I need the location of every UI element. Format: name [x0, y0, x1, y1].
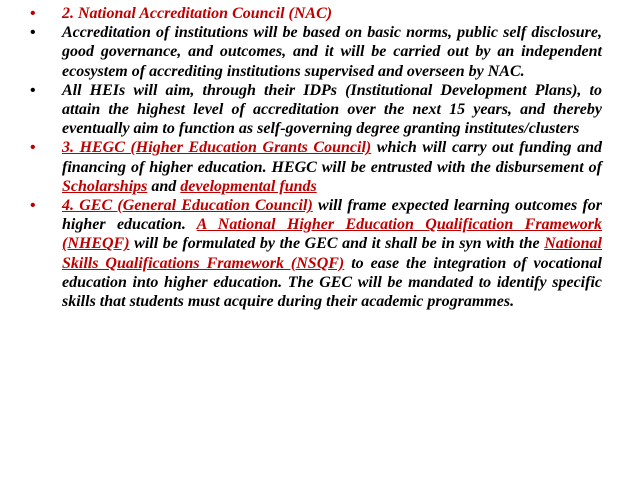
nac-heading: 2. National Accreditation Council (NAC) — [62, 5, 333, 22]
bullet-dot-icon: • — [30, 24, 36, 42]
accreditation-text: Accreditation of institutions will be based on basic norms, public self disclosure, good governance, and outcomes, and it will be carried out by an independent ecosystem of accrediting institutions supervised and overseen by NAC. — [62, 24, 602, 80]
bullet-list — [30, 4, 602, 311]
scholarships-link[interactable]: Scholarships — [62, 177, 148, 195]
bullet-dot-icon: • — [30, 139, 36, 157]
hegc-text-b: and — [147, 177, 181, 195]
hegc-heading[interactable]: 3. HEGC (Higher Education Grants Council) — [62, 139, 372, 157]
nsqf-link[interactable]: National Skills Qualifications Framework (NSQF) — [62, 235, 602, 272]
gec-text-b: will be formulated by the GEC and it shall be in syn with the — [129, 235, 545, 253]
gec-text-a: will frame expected learning outcomes for higher education. — [62, 197, 602, 234]
bullet-gec — [30, 196, 602, 311]
gec-heading[interactable]: 4. GEC (General Education Council) — [62, 197, 313, 215]
nheqf-link[interactable]: A National Higher Education Qualification Framework (NHEQF) — [62, 216, 602, 253]
bullet-accreditation — [30, 23, 602, 81]
bullet-dot-icon: • — [30, 81, 36, 99]
bullet-dot-icon: • — [30, 5, 36, 22]
developmental-funds-link[interactable]: developmental funds — [180, 177, 317, 195]
bullet-heis — [30, 81, 602, 139]
bullet-dot-icon: • — [30, 197, 36, 215]
hegc-text-a: which will carry out funding and financing of higher education. HEGC will be entrusted with the disbursement of — [62, 139, 603, 176]
bullet-hegc — [30, 138, 602, 196]
heis-text: All HEIs will aim, through their IDPs (Institutional Development Plans), to attain the highest level of accreditation over the next 15 years, and thereby eventually aim to function as self-governing degree granting institutes/clusters — [62, 81, 602, 138]
bullet-nac-heading — [30, 4, 602, 23]
slide-content — [30, 4, 602, 311]
gec-text-c: to ease the integration of vocational education into higher education. The GEC will be mandated to identify specific skills that students must acquire during their academic programmes. — [62, 254, 602, 311]
